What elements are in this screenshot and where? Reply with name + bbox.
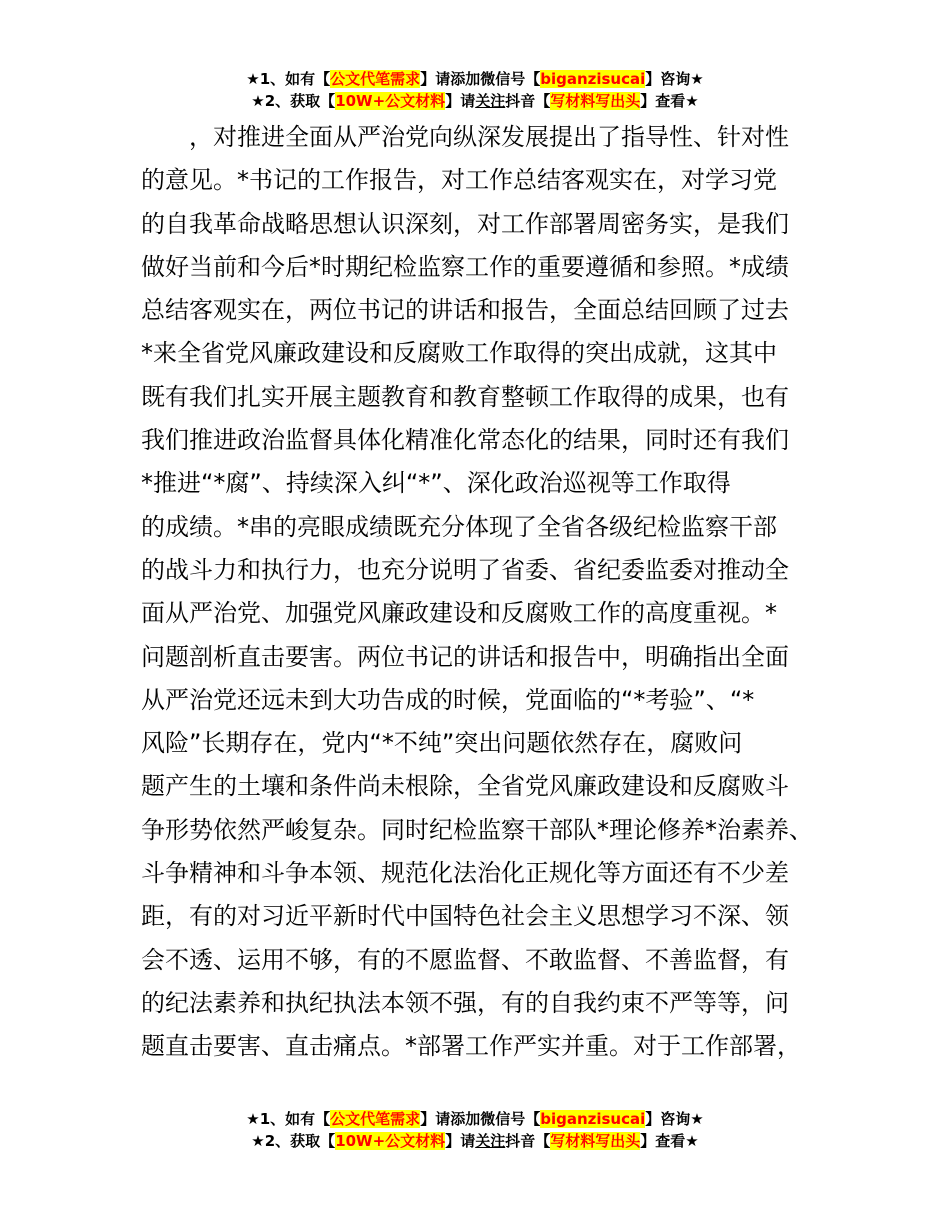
underlined-follow: 关注	[475, 1132, 506, 1150]
body-line: 的战斗力和执行力，也充分说明了省委、省纪委监委对推动全	[141, 555, 789, 584]
body-line: 总结客观实在，两位书记的讲话和报告，全面总结回顾了过去	[141, 296, 789, 325]
header-text: ★2、获取【	[251, 92, 336, 110]
footer-text: ★1、如有【	[246, 1110, 331, 1128]
body-line: *推进“*腐”、持续深入纠“*”、深化政治巡视等工作取得	[141, 469, 731, 498]
body-line: 既有我们扎实开展主题教育和教育整顿工作取得的成果，也有	[141, 382, 789, 411]
body-line: 问题剖析直击要害。两位书记的讲话和报告中，明确指出全面	[141, 642, 789, 671]
header-text: 抖音【	[505, 92, 551, 110]
body-line: 斗争精神和斗争本领、规范化法治化正规化等方面还有不少差	[141, 859, 789, 888]
body-line: 的成绩。*串的亮眼成绩既充分体现了全省各级纪检监察干部	[141, 512, 777, 541]
footer-line-2	[0, 1130, 950, 1152]
body-line: 从严治党还远未到大功告成的时候，党面临的“*考验”、“*	[141, 685, 755, 714]
header-line-1	[0, 68, 950, 90]
footer-text: ★2、获取【	[251, 1132, 336, 1150]
footer-line-1	[0, 1108, 950, 1130]
footer-banner	[0, 1108, 950, 1152]
highlight-wechat-id: biganzisucai	[540, 1110, 646, 1128]
highlight-ghostwriting: 公文代笔需求	[330, 70, 421, 88]
highlight-douyin-account: 写材料写出头	[550, 1132, 641, 1150]
header-text: 】请添加微信号【	[420, 70, 541, 88]
highlight-ghostwriting: 公文代笔需求	[330, 1110, 421, 1128]
footer-text: 】请添加微信号【	[420, 1110, 541, 1128]
highlight-douyin-account: 写材料写出头	[550, 92, 641, 110]
header-text: 】查看★	[640, 92, 699, 110]
header-text: 】咨询★	[645, 70, 704, 88]
body-line: *来全省党风廉政建设和反腐败工作取得的突出成就，这其中	[141, 339, 777, 368]
header-text: ★1、如有【	[246, 70, 331, 88]
body-line: 会不透、运用不够，有的不愿监督、不敢监督、不善监督，有	[141, 945, 789, 974]
highlight-materials: 10W+公文材料	[335, 1132, 446, 1150]
footer-text: 】查看★	[640, 1132, 699, 1150]
header-text: 】请	[445, 92, 476, 110]
body-line: 的自我革命战略思想认识深刻，对工作部署周密务实，是我们	[141, 209, 789, 238]
body-line: 面从严治党、加强党风廉政建设和反腐败工作的高度重视。*	[141, 599, 777, 628]
body-line: 的纪法素养和执纪执法本领不强，有的自我约束不严等等，问	[141, 988, 789, 1017]
body-line: 我们推进政治监督具体化精准化常态化的结果，同时还有我们	[141, 426, 789, 455]
highlight-materials: 10W+公文材料	[335, 92, 446, 110]
document-body	[141, 116, 831, 1069]
footer-text: 抖音【	[505, 1132, 551, 1150]
body-line: 的意见。*书记的工作报告，对工作总结客观实在，对学习党	[141, 166, 777, 195]
body-line: ，对推进全面从严治党向纵深发展提出了指导性、针对性	[141, 123, 789, 151]
highlight-wechat-id: biganzisucai	[540, 70, 646, 88]
body-line: 风险”长期存在，党内“*不纯”突出问题依然存在，腐败问	[141, 729, 743, 758]
underlined-follow: 关注	[475, 92, 506, 110]
footer-text: 】咨询★	[645, 1110, 704, 1128]
header-banner	[0, 68, 950, 112]
body-line: 题产生的土壤和条件尚未根除，全省党风廉政建设和反腐败斗	[141, 772, 789, 801]
header-line-2	[0, 90, 950, 112]
body-line: 题直击要害、直击痛点。*部署工作严实并重。对于工作部署，	[141, 1032, 801, 1061]
footer-text: 】请	[445, 1132, 476, 1150]
body-line: 争形势依然严峻复杂。同时纪检监察干部队*理论修养*治素养、	[141, 815, 813, 844]
body-line: 距，有的对习近平新时代中国特色社会主义思想学习不深、领	[141, 902, 789, 931]
body-line: 做好当前和今后*时期纪检监察工作的重要遵循和参照。*成绩	[141, 252, 789, 281]
